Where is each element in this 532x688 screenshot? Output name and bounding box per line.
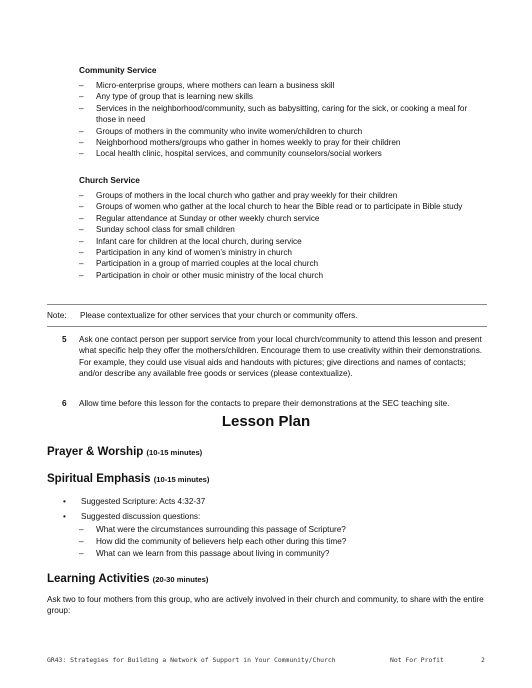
list-item: • Suggested discussion questions: [63,510,483,525]
bullet-marker: • [63,511,66,521]
community-service-heading: Community Service [79,65,157,75]
list-item: – Groups of mothers in the local church who gather and pray weekly for their children [79,191,398,200]
spiritual-bullets [63,495,483,524]
list-item: • Suggested Scripture: Acts 4:32-37 [63,495,483,510]
dash-marker: – [79,202,84,212]
dash-marker: – [79,536,84,546]
dash-marker: – [79,225,84,235]
dash-marker: – [79,270,84,280]
learning-activities-text: Ask two to four mothers from this group, who are actively involved in their church and community, to share with the entire group: [47,595,484,616]
dash-marker: – [79,138,84,148]
list-item: – Any type of group that is learning new skills [79,92,254,102]
step-number: 5 [62,335,67,344]
list-item: – Neighborhood mothers/groups who gather in homes weekly to pray for their children [79,138,401,148]
learning-activities-heading: Learning Activities (20-30 minutes) [47,573,209,585]
dash-marker: – [79,191,84,200]
list-item: – Local health clinic, hospital services, and community counselors/social workers [79,149,382,159]
dash-marker: – [79,259,84,269]
discussion-questions [79,524,483,559]
spiritual-emphasis-heading: Spiritual Emphasis (10-15 minutes) [47,473,210,485]
dash-marker: – [79,149,84,159]
list-item: – What can we learn from this passage about living in community? [79,548,330,558]
dash-marker: – [79,248,84,258]
dash-marker: – [79,92,84,102]
note-top-rule [47,304,487,305]
list-item: – How did the community of believers help each other during this time? [79,536,347,546]
list-item: – Infant care for children at the local church, during service [79,236,302,246]
dash-marker: – [79,103,84,113]
step-6 [62,398,488,409]
church-service-heading: Church Service [79,175,140,185]
community-service-list [79,80,481,160]
bullet-marker: • [63,497,66,506]
dash-marker: – [79,126,84,136]
note-text: Please contextualize for other services that your church or community offers. [80,311,358,320]
duration: (20-30 minutes) [152,575,209,584]
step-text: Ask one contact person per support service from your local church/community to attend this lesson and present what specific help they offer the mothers/children. Encourage them to use creativity within their demonstrations. For example, they could use visual aids and handouts with pictures; give directions and names of contacts; and/or describe any available free goods or services (please contextualize). [79,335,483,379]
dash-marker: – [79,525,84,534]
list-item: – Groups of women who gather at the local church to hear the Bible read or to participate in Bible study [79,202,463,212]
dash-marker: – [79,548,84,558]
page-number: 2 [481,656,485,664]
duration: (10-15 minutes) [153,475,210,484]
list-item: – Micro-enterprise groups, where mothers can learn a business skill [79,81,335,90]
note-bottom-rule [47,326,487,327]
prayer-worship-heading: Prayer & Worship (10-15 minutes) [47,446,203,458]
list-item: – Groups of mothers in the community who invite women/children to church [79,126,363,136]
note-label: Note: [47,311,67,320]
footer-program: GR43: Strategies for Building a Network of Support in Your Community/Church [47,656,336,664]
duration: (10-15 minutes) [146,448,203,457]
list-item: – Sunday school class for small children [79,225,235,235]
church-service-list [79,190,481,281]
footer-license: Not For Profit [390,656,444,664]
list-item: – What were the circumstances surrounding this passage of Scripture? [79,525,346,534]
list-item: – Regular attendance at Sunday or other weekly church service [79,213,320,223]
dash-marker: – [79,81,84,90]
step-text: Allow time before this lesson for the contacts to prepare their demonstrations at the SEC teaching site. [79,399,450,408]
list-item: – Participation in choir or other music ministry of the local church [79,270,324,280]
dash-marker: – [79,213,84,223]
list-item: – Services in the neighborhood/community, such as babysitting, caring for the sick, or cooking a meal for those in need [79,103,468,125]
list-item: – Participation in a group of married couples at the local church [79,259,319,269]
dash-marker: – [79,236,84,246]
list-item: – Participation in any kind of women’s ministry in church [79,248,292,258]
lesson-plan-title: Lesson Plan [221,413,311,430]
step-number: 6 [62,399,67,408]
step-5 [62,334,488,380]
